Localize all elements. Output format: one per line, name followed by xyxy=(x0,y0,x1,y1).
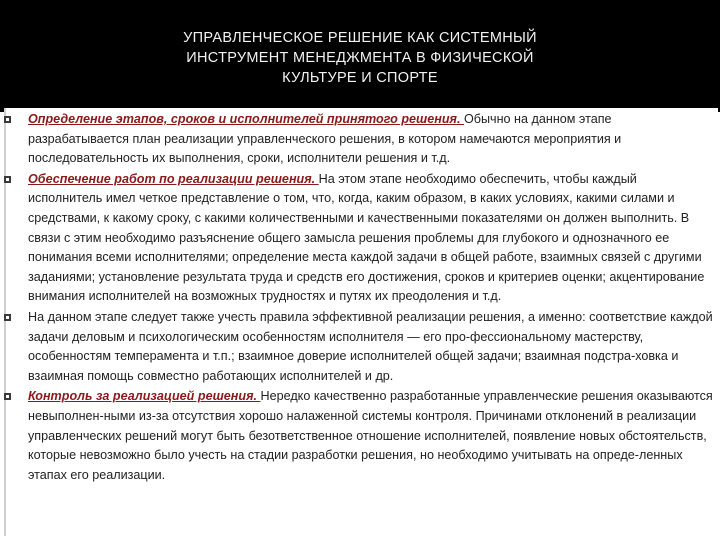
square-bullet-icon xyxy=(4,393,11,400)
square-bullet-icon xyxy=(4,176,11,183)
item-text: На этом этапе необходимо обеспечить, чтобы каждый исполнитель имел четкое представление о том, что, когда, каким образом, в каких условиях, какими силами и средствами, к какому сроку, с какими количественными и качественными показателями он должен выполнить. В связи с этим необходимо разъяснение общего замысла решения проблемы для глубокого и однозначного ее понимания всеми исполнителями; определение места каждой задачи в общей работе, взаимных связей с другими заданиями; установление результата труда и средств его достижения, сроков и критериев оценки; акцентирование внимания исполнителей на возможных трудностях и путях их преодоления и т.д. xyxy=(28,171,705,304)
title-bar xyxy=(0,0,720,112)
item-text: Обычно на данном этапе разрабатывается план реализации управленческого решения, в котором намечаются мероприятия и последовательность их выполнения, сроки, исполнители решения и т.д. xyxy=(28,112,622,166)
square-bullet-icon xyxy=(4,116,11,123)
list-item xyxy=(28,110,714,169)
item-heading: Определение этапов, сроков и исполнителей принятого решения. xyxy=(28,112,464,126)
square-bullet-icon xyxy=(4,314,11,321)
title-line: УПРАВЛЕНЧЕСКОЕ РЕШЕНИЕ КАК СИСТЕМНЫЙ xyxy=(183,30,537,46)
item-heading: Контроль за реализацией решения. xyxy=(28,389,261,404)
item-heading: Обеспечение работ по реализации решения. xyxy=(28,171,319,186)
item-text: На данном этапе следует также учесть правила эффективной реализации решения, а именно: соответствие каждой задачи деловым и психологическим особенностям исполнителя — его про-фессиональному мастерству, особенностям темперамента и т.п.; взаимное доверие исполнителей общей задачи; взаимная подстра-ховка и взаимная помощь совместно работающих исполнителей и др. xyxy=(28,309,713,383)
slide-title xyxy=(100,28,620,88)
title-line: ИНСТРУМЕНТ МЕНЕДЖМЕНТА В ФИЗИЧЕСКОЙ xyxy=(186,50,534,66)
item-text: Нередко качественно разработанные управленческие решения оказываются невыполнен-ными из-за отсутствия хорошо налаженной системы контроля. Причинами отклонений в реализации управленческих решений могут быть безответственное отношение исполнителей, появление новых обстоятельств, которые невозможно было учесть на стадии разработки решения, но необходимо учитывать на опреде-ленных этапах его реализации. xyxy=(28,389,713,482)
bullet-list xyxy=(28,110,714,486)
list-item xyxy=(28,308,714,386)
list-item xyxy=(28,387,714,485)
title-line: КУЛЬТУРЕ И СПОРТЕ xyxy=(282,70,438,86)
list-item xyxy=(28,170,714,307)
